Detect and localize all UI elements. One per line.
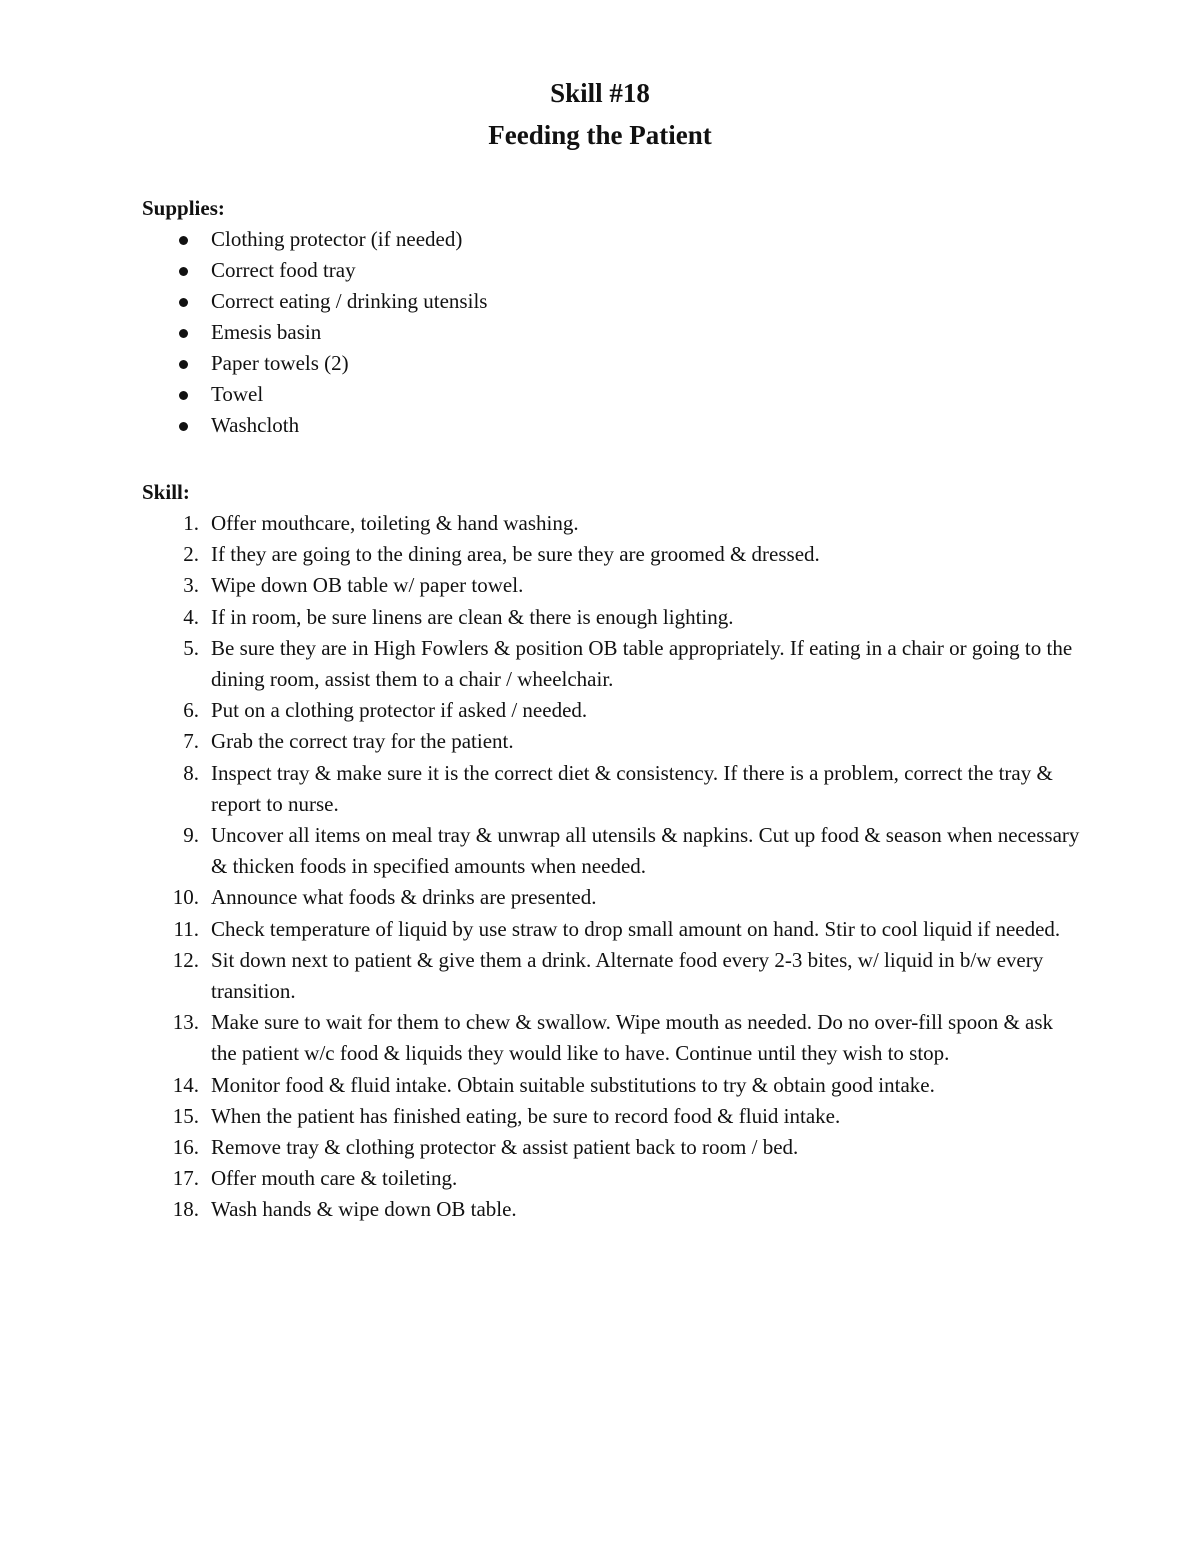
step-text: Sit down next to patient & give them a drink. Alternate food every 2-3 bites, w/ liquid in b/w every transition. [211,947,1044,1004]
supply-item [142,348,1082,379]
step-number: 14. [172,1072,199,1097]
supply-item [142,317,1082,348]
skill-step [142,758,1082,820]
supply-item-text: Paper towels (2) [211,351,349,375]
step-number: 10. [172,885,199,910]
skill-step [142,820,1082,882]
bullet-icon [179,236,188,245]
skill-step [142,570,1082,601]
skill-number-title: Skill #18 [550,78,650,108]
step-number: 18. [172,1197,199,1222]
bullet-icon [179,422,188,431]
skill-name-title: Feeding the Patient [488,120,712,150]
bullet-icon [179,298,188,307]
step-text: Wash hands & wipe down OB table. [211,1197,517,1222]
step-number: 7. [183,729,199,754]
bullet-icon [179,360,188,369]
step-text: Put on a clothing protector if asked / needed. [211,698,588,723]
step-text: Offer mouthcare, toileting & hand washing. [211,511,579,535]
skill-step [142,539,1082,570]
step-number: 9. [183,823,199,848]
skill-step [142,945,1082,1007]
supply-item [142,410,1082,441]
supply-item [142,255,1082,286]
skill-step [142,1070,1082,1101]
skill-step [142,1007,1082,1069]
skill-step [142,726,1082,757]
supply-item-text: Washcloth [211,413,300,437]
supply-item-text: Towel [211,382,264,406]
supply-item-text: Emesis basin [211,320,322,344]
bullet-icon [179,329,188,338]
step-number: 8. [183,760,199,785]
step-text: If they are going to the dining area, be sure they are groomed & dressed. [211,542,820,567]
step-text: Inspect tray & make sure it is the correct diet & consistency. If there is a problem, correct the tray & report to nurse. [211,760,1053,816]
step-text: Announce what foods & drinks are presented. [211,885,597,910]
bullet-icon [179,391,188,400]
skill-step [142,1194,1082,1225]
supplies-section [142,193,1082,441]
skill-step [142,1163,1082,1194]
supply-item-text: Correct eating / drinking utensils [211,289,488,313]
step-number: 5. [183,635,199,660]
skill-step [142,695,1082,726]
step-text: Make sure to wait for them to chew & swallow. Wipe mouth as needed. Do no over-fill spoon & ask the patient w/c food & liquids they would like to have. Continue until they wish to stop. [211,1010,1054,1066]
step-number: 13. [172,1010,199,1035]
step-text: Offer mouth care & toileting. [211,1166,458,1191]
skill-step [142,1101,1082,1132]
supply-item-text: Clothing protector (if needed) [211,227,463,251]
supplies-list [142,224,1082,441]
step-number: 2. [183,542,199,567]
step-text: Remove tray & clothing protector & assist patient back to room / bed. [211,1135,799,1160]
step-number: 12. [172,947,199,972]
step-number: 3. [183,573,199,598]
bullet-icon [179,267,188,276]
supplies-heading: Supplies: [142,196,225,220]
step-text: Check temperature of liquid by use straw to drop small amount on hand. Stir to cool liquid if needed. [211,916,1061,941]
step-text: Grab the correct tray for the patient. [211,729,514,754]
skill-heading: Skill: [142,480,190,504]
skill-step [142,1132,1082,1163]
step-number: 6. [183,698,199,723]
step-number: 16. [172,1135,199,1160]
step-text: Monitor food & fluid intake. Obtain suitable substitutions to try & obtain good intake. [211,1072,935,1097]
step-number: 17. [172,1166,199,1191]
skill-steps-list [142,508,1082,1226]
step-text: If in room, be sure linens are clean & there is enough lighting. [211,604,734,629]
step-number: 4. [183,604,199,629]
step-number: 11. [173,916,199,941]
skill-step [142,633,1082,695]
step-text: When the patient has finished eating, be sure to record food & fluid intake. [211,1103,841,1128]
supply-item [142,379,1082,410]
step-number: 1. [183,511,199,535]
skill-step [142,882,1082,913]
supply-item [142,224,1082,255]
skill-step [142,508,1082,539]
skill-step [142,602,1082,633]
step-number: 15. [172,1103,199,1128]
step-text: Wipe down OB table w/ paper towel. [211,573,524,598]
supply-item-text: Correct food tray [211,258,356,282]
step-text: Uncover all items on meal tray & unwrap all utensils & napkins. Cut up food & season when necessary & thicken foods in specified amounts when needed. [211,823,1080,879]
supply-item [142,286,1082,317]
document-title [0,72,1200,156]
skill-section [142,477,1082,1226]
skill-step [142,914,1082,945]
step-text: Be sure they are in High Fowlers & position OB table appropriately. If eating in a chair or going to the dining room, assist them to a chair / wheelchair. [211,635,1073,692]
